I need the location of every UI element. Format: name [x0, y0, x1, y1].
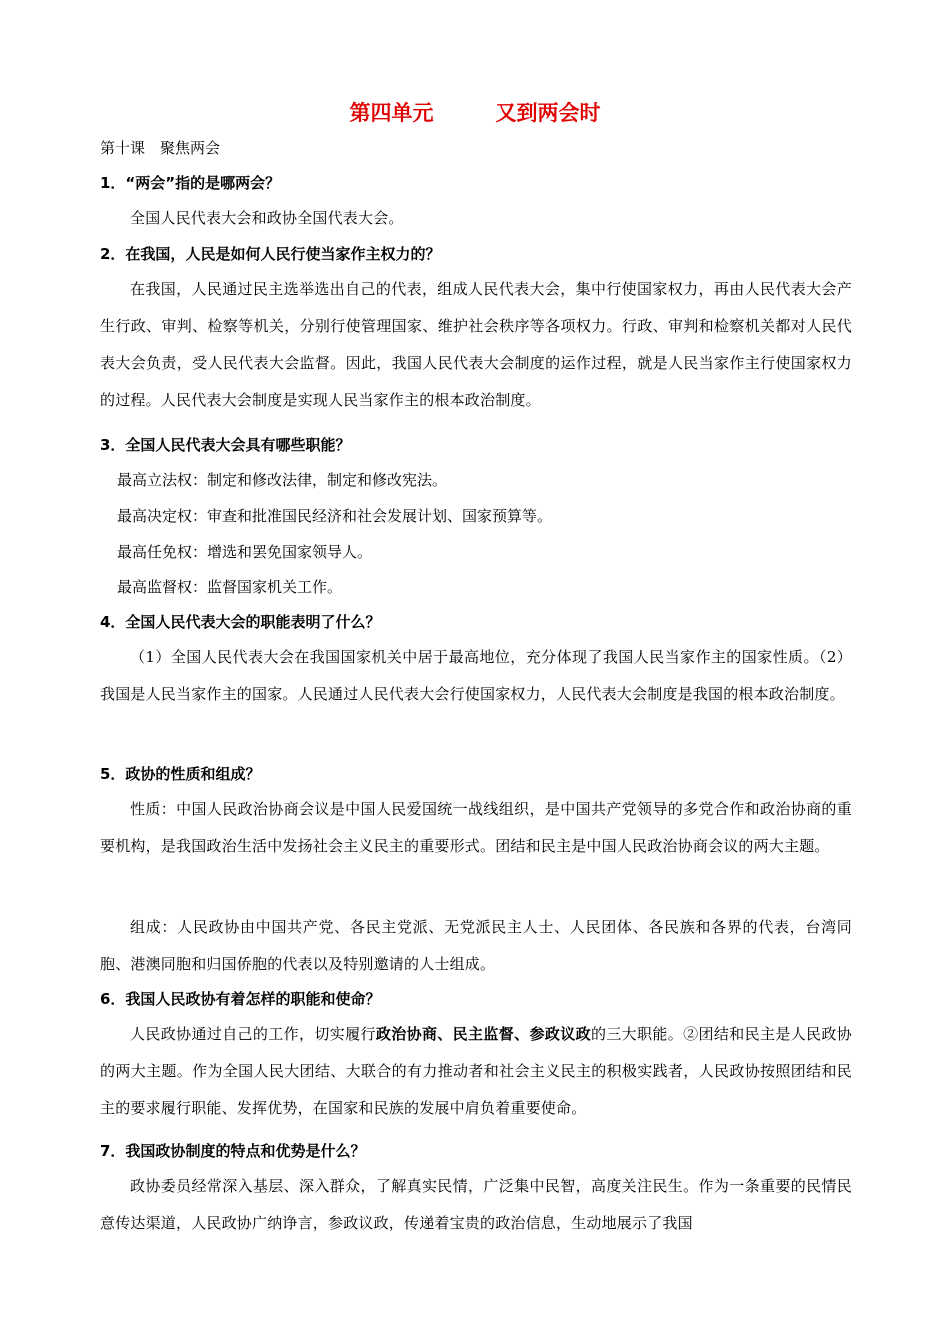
question-6: 6．我国人民政协有着怎样的职能和使命？: [100, 990, 381, 1008]
question-4: 4．全国人民代表大会的职能表明了什么？: [100, 613, 381, 631]
lesson-heading: 第十课 聚焦两会: [100, 139, 221, 157]
unit-title: [0, 98, 950, 128]
list-item-decision: 最高决定权：审查和批准国民经济和社会发展计划、国家预算等。: [117, 507, 553, 525]
answer-5-nature: 性质：中国人民政治协商会议是中国人民爱国统一战线组织，是中国共产党领导的多党合作和政治协商的重要机构，是我国政治生活中发扬社会主义民主的重要形式。团结和民主是中国人民政治协商会议的两大主题。: [100, 800, 852, 855]
answer-2: 在我国，人民通过民主选举选出自己的代表，组成人民代表大会，集中行使国家权力，再由人民代表大会产生行政、审判、检察等机关，分别行使管理国家、维护社会秩序等各项权力。行政、审判和检察机关都对人民代表大会负责，受人民代表大会监督。因此，我国人民代表大会制度的运作过程，就是人民当家作主行使国家权力的过程。人民代表大会制度是实现人民当家作主的根本政治制度。: [100, 280, 852, 409]
question-7: 7．我国政协制度的特点和优势是什么？: [100, 1142, 366, 1160]
answer-1: 全国人民代表大会和政协全国代表大会。: [130, 209, 404, 227]
unit-title-number: 第四单元: [349, 101, 434, 125]
answer-6-text-post: 的三大职能。②团结和民主是人民政协的两大主题。作为全国人民大团结、大联合的有力推动者和社会主义民主的积极实践者，人民政协按照团结和民主的要求履行职能、发挥优势，在国家和民族的发展中肩负着重要使命。: [100, 1025, 852, 1117]
question-2: 2．在我国，人民是如何人民行使当家作主权力的？: [100, 245, 441, 263]
answer-6-functions: 政治协商、民主监督、参政议政: [375, 1025, 591, 1043]
answer-6: [100, 1016, 852, 1127]
question-3: 3．全国人民代表大会具有哪些职能？: [100, 436, 351, 454]
unit-title-name: 又到两会时: [495, 101, 601, 125]
answer-4: （1）全国人民代表大会在我国国家机关中居于最高地位，充分体现了我国人民当家作主的国家性质。（2）我国是人民当家作主的国家。人民通过人民代表大会行使国家权力，人民代表大会制度是我国的根本政治制度。: [100, 648, 852, 703]
list-item-legislative: 最高立法权：制定和修改法律，制定和修改宪法。: [117, 471, 448, 489]
answer-6-text-pre: 人民政协通过自己的工作，切实履行: [130, 1025, 376, 1043]
answer-5-composition: 组成：人民政协由中国共产党、各民主党派、无党派民主人士、人民团体、各民族和各界的代表，台湾同胞、港澳同胞和归国侨胞的代表以及特别邀请的人士组成。: [100, 918, 852, 973]
answer-7: 政协委员经常深入基层、深入群众，了解真实民情，广泛集中民智，高度关注民生。作为一条重要的民情民意传达渠道，人民政协广纳诤言，参政议政，传递着宝贵的政治信息，生动地展示了我国: [100, 1177, 852, 1232]
list-item-supervision: 最高监督权：监督国家机关工作。: [117, 578, 343, 596]
question-5: 5．政协的性质和组成？: [100, 765, 261, 783]
question-1: 1．“两会”指的是哪两会？: [100, 174, 281, 192]
list-item-appointment: 最高任免权：增选和罢免国家领导人。: [117, 543, 373, 561]
